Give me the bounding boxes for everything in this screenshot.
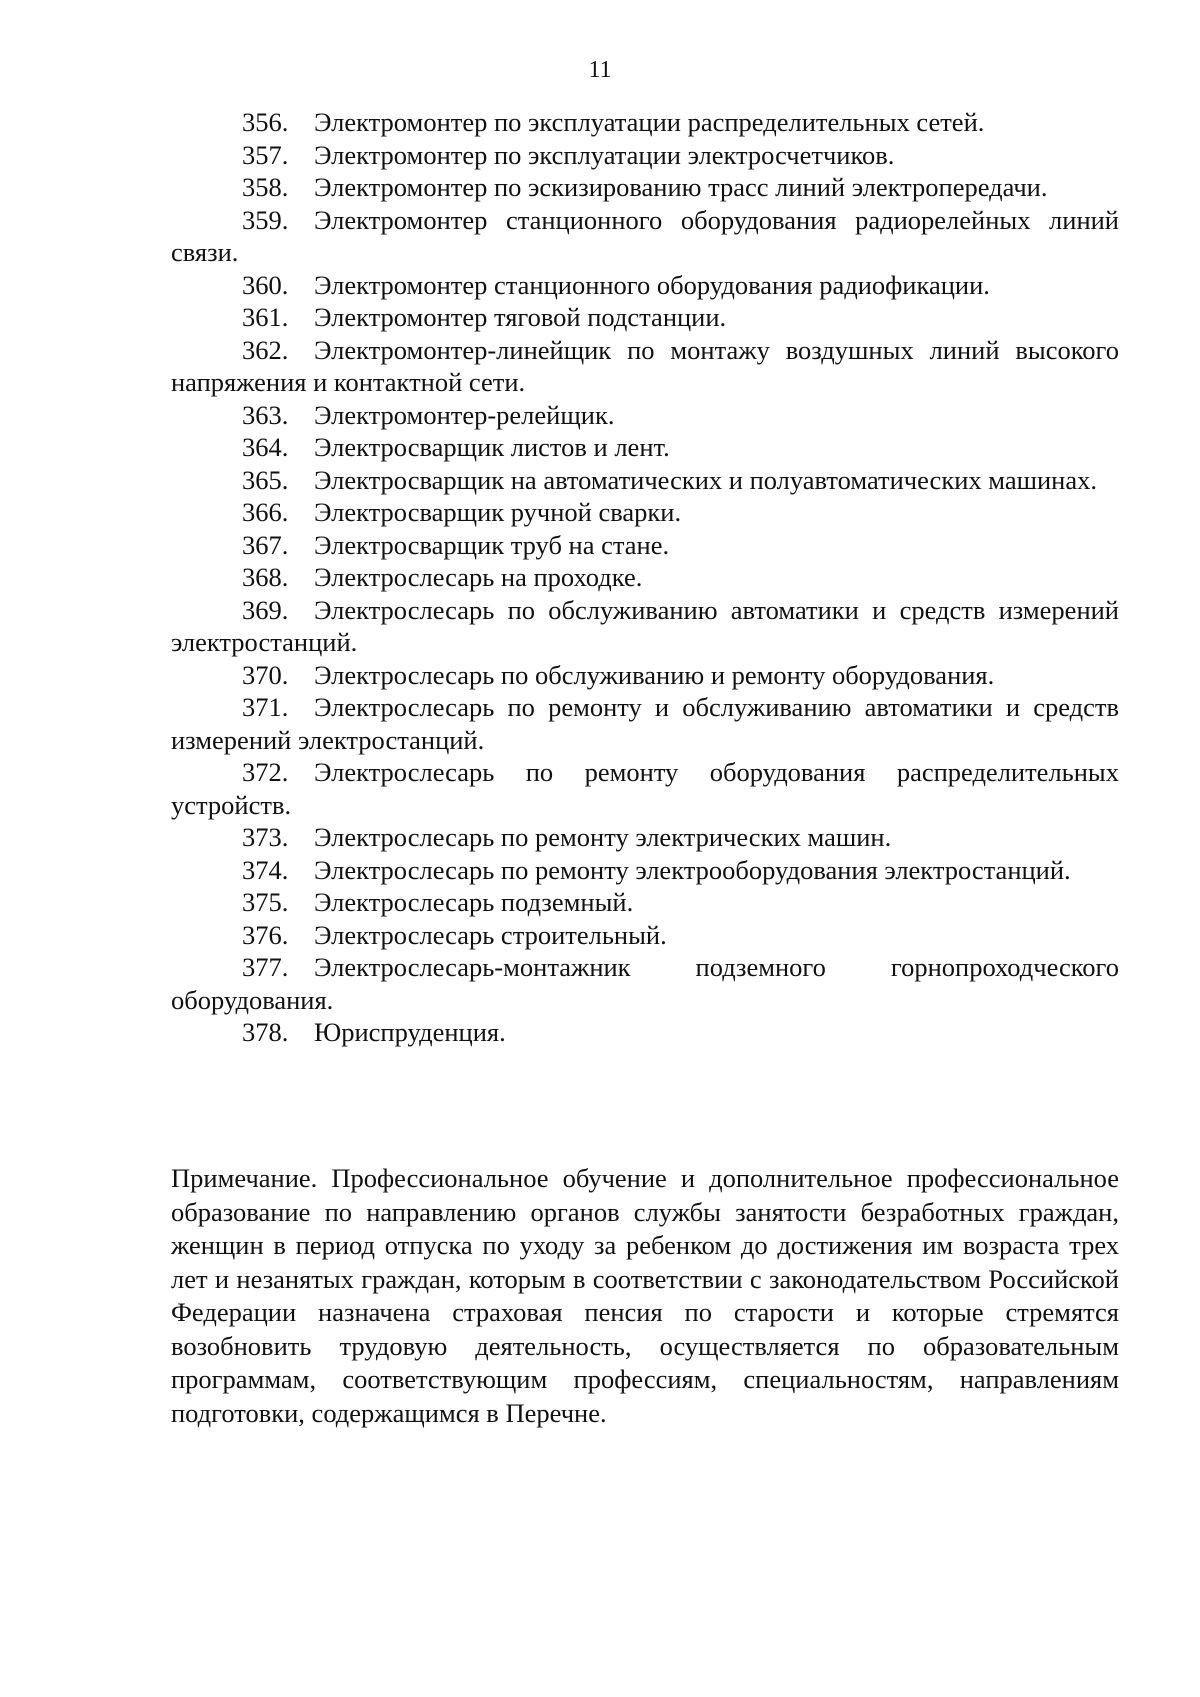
- item-number: 365.: [242, 464, 289, 495]
- item-text: Электромонтер станционного оборудования радиофикации.: [314, 269, 990, 300]
- item-number: 373.: [242, 822, 289, 852]
- item-number: 378.: [242, 1017, 289, 1047]
- item-text: Электрослесарь подземный.: [314, 887, 634, 917]
- item-text: Электромонтер-линейщик по монтажу воздушных линий высокого напряжения и контактной сети.: [171, 334, 1119, 397]
- item-text: Электрослесарь строительный.: [314, 919, 667, 950]
- profession-list: [171, 106, 1119, 1049]
- item-text: Электросварщик на автоматических и полуавтоматических машинах.: [314, 464, 1098, 495]
- item-text: Электрослесарь по ремонту и обслуживанию автоматики и средств измерений электростанций.: [171, 692, 1119, 755]
- item-number: 360.: [242, 269, 289, 300]
- list-item: [171, 756, 1119, 821]
- item-text: Электромонтер по эксплуатации распределительных сетей.: [314, 107, 985, 137]
- list-item: [171, 171, 1119, 204]
- list-item: [171, 496, 1119, 529]
- list-item: [171, 1016, 1119, 1049]
- list-item: [171, 431, 1119, 464]
- item-number: 376.: [242, 919, 289, 950]
- list-item: [171, 334, 1119, 399]
- list-item: [171, 301, 1119, 334]
- item-text: Электрослесарь по обслуживанию автоматики и средств измерений электростанций.: [171, 594, 1119, 657]
- item-text: Электромонтер тяговой подстанции.: [314, 302, 727, 332]
- item-number: 366.: [242, 497, 289, 527]
- item-text: Электромонтер по эскизированию трасс линий электропередачи.: [314, 172, 1048, 202]
- item-text: Электромонтер по эксплуатации электросчетчиков.: [314, 139, 895, 170]
- list-item: [171, 204, 1119, 269]
- list-item: [171, 106, 1119, 139]
- item-text: Электрослесарь по ремонту оборудования распределительных устройств.: [171, 757, 1119, 820]
- list-item: [171, 529, 1119, 562]
- note-paragraph: Примечание. Профессиональное обучение и дополнительное профессиональное образование по направлению органов службы занятости безработных граждан, женщин в период отпуска по уходу за ребенком до достижения им возраста трех лет и незанятых граждан, которым в соответствии с законодательством Российской Федерации назначена страховая пенсия по старости и которые стремятся возобновить трудовую деятельность, осуществляется по образовательным программам, соответствующим профессиям, специальностям, направлениям подготовки, содержащимся в Перечне.: [171, 1163, 1119, 1428]
- item-number: 368.: [242, 562, 289, 592]
- list-item: [171, 951, 1119, 1016]
- list-item: [171, 886, 1119, 919]
- item-text: Электросварщик листов и лент.: [314, 432, 670, 462]
- item-number: 359.: [242, 204, 289, 235]
- item-text: Электросварщик ручной сварки.: [314, 497, 682, 527]
- item-number: 364.: [242, 432, 289, 462]
- item-text: Электромонтер станционного оборудования радиорелейных линий связи.: [171, 204, 1119, 267]
- item-number: 369.: [242, 594, 289, 625]
- list-item: [171, 659, 1119, 692]
- item-text: Электромонтер-релейщик.: [314, 399, 615, 430]
- list-item: [171, 464, 1119, 497]
- item-number: 372.: [242, 757, 289, 787]
- item-number: 367.: [242, 529, 289, 560]
- item-number: 374.: [242, 854, 289, 885]
- item-number: 358.: [242, 172, 289, 202]
- item-number: 356.: [242, 107, 289, 137]
- item-text: Электрослесарь по ремонту электрооборудования электростанций.: [314, 854, 1071, 885]
- item-number: 363.: [242, 399, 289, 430]
- item-text: Электрослесарь на проходке.: [314, 562, 643, 592]
- item-text: Электросварщик труб на стане.: [314, 529, 670, 560]
- item-number: 371.: [242, 692, 289, 722]
- list-item: [171, 399, 1119, 432]
- item-number: 362.: [242, 334, 289, 365]
- item-number: 370.: [242, 659, 289, 690]
- list-item: [171, 919, 1119, 952]
- item-number: 375.: [242, 887, 289, 917]
- list-item: [171, 269, 1119, 302]
- list-item: [171, 561, 1119, 594]
- item-text: Электрослесарь-монтажник подземного горнопроходческого оборудования.: [171, 952, 1119, 1015]
- item-number: 377.: [242, 952, 289, 982]
- item-number: 357.: [242, 139, 289, 170]
- list-item: [171, 594, 1119, 659]
- list-item: [171, 821, 1119, 854]
- list-item: [171, 139, 1119, 172]
- list-item: [171, 691, 1119, 756]
- list-item: [171, 854, 1119, 887]
- page-number: 11: [588, 57, 612, 83]
- item-text: Юриспруденция.: [314, 1017, 506, 1047]
- item-text: Электрослесарь по ремонту электрических машин.: [314, 822, 892, 852]
- item-number: 361.: [242, 302, 289, 332]
- item-text: Электрослесарь по обслуживанию и ремонту оборудования.: [314, 659, 995, 690]
